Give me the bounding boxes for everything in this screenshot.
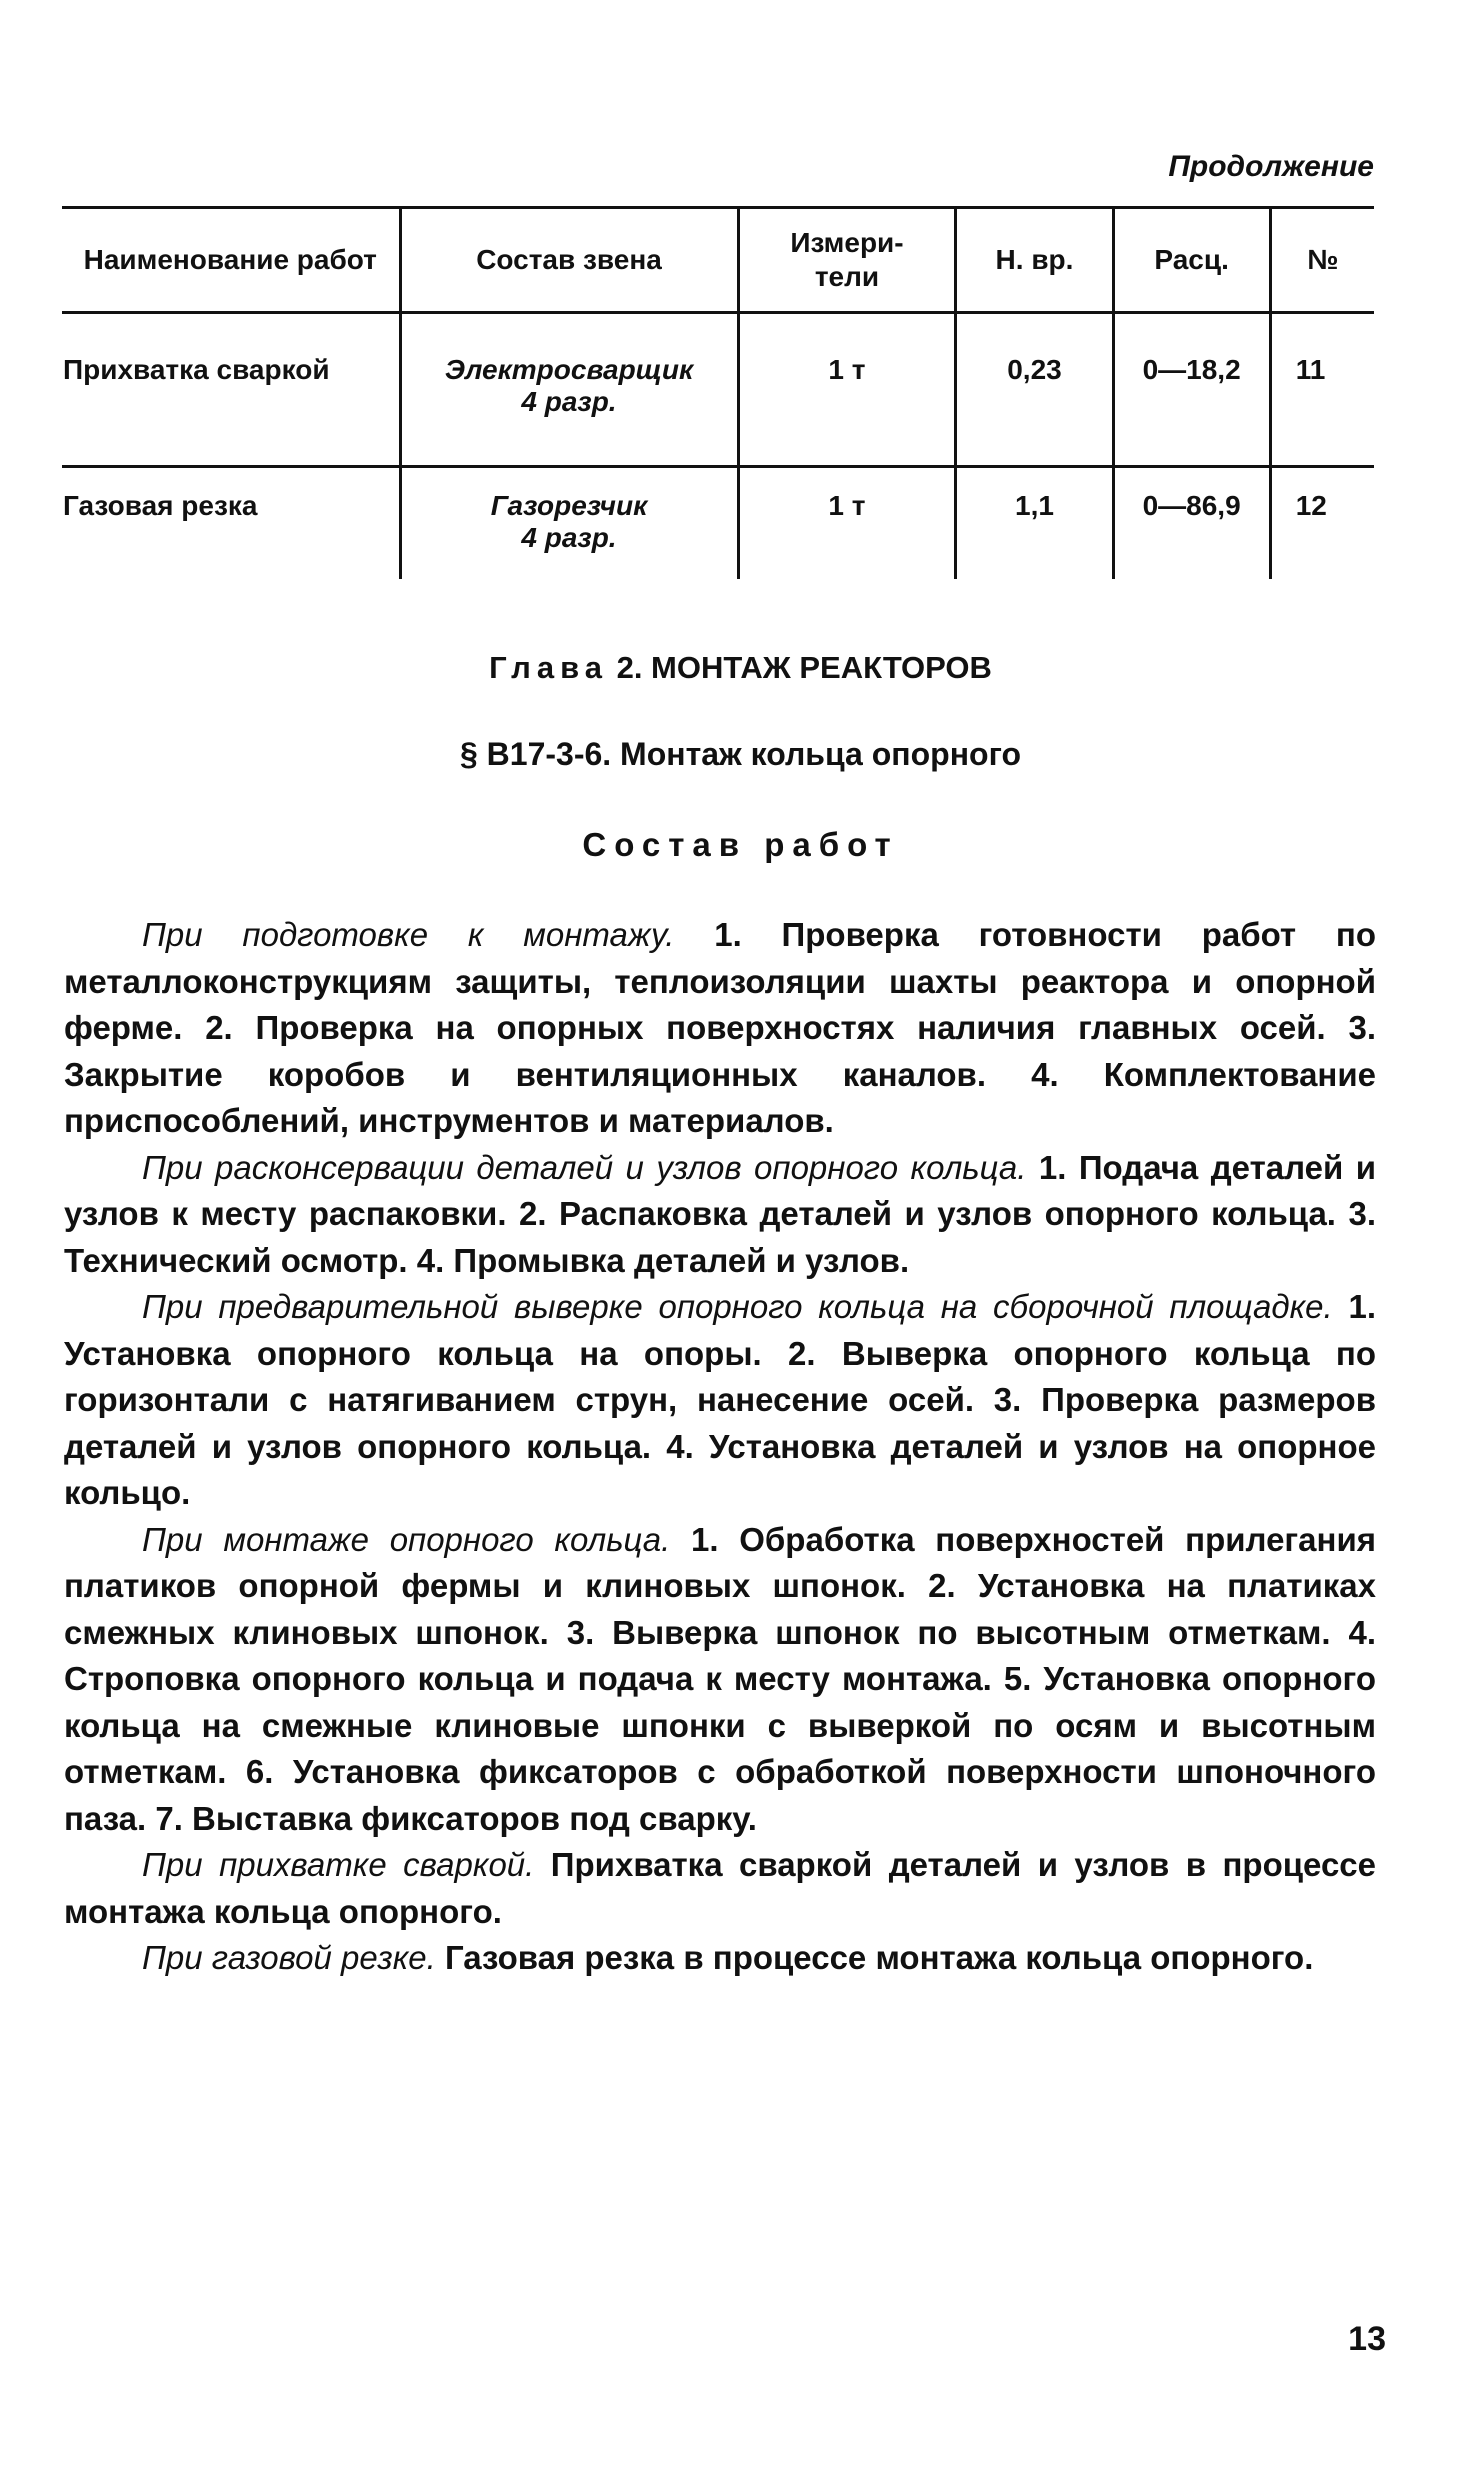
header-rate: Расц. <box>1113 208 1270 313</box>
row-crew-grade: 4 разр. <box>521 522 617 553</box>
paragraph-body: 1. Проверка готовности работ по металлоконструкциям защиты, теплоизоляции шахты реактора и опорной ферме. 2. Проверка на опорных поверхностях наличия главных осей. 3. Закрытие коробов и вентиляционных каналов. 4. Комплектование приспособлений, инструментов и материалов. <box>64 916 1376 1139</box>
row-number: 12 <box>1270 467 1374 580</box>
paragraph-lead: При прихватке сваркой. <box>142 1846 535 1883</box>
work-composition-text <box>64 912 1376 1982</box>
paragraph <box>64 1145 1376 1285</box>
work-norms-table <box>62 206 1374 579</box>
row-number: 11 <box>1270 313 1374 467</box>
chapter-heading <box>0 650 1481 686</box>
row-unit: 1 т <box>738 467 956 580</box>
work-composition-title: Состав работ <box>582 826 899 863</box>
row-crew <box>400 313 738 467</box>
row-rate: 0—86,9 <box>1113 467 1270 580</box>
table-row <box>62 313 1374 467</box>
header-number: № <box>1270 208 1374 313</box>
table-row <box>62 467 1374 580</box>
paragraph-body: 1. Установка опорного кольца на опоры. 2. Выверка опорного кольца по горизонтали с натягиванием струн, нанесение осей. 3. Проверка размеров деталей и узлов опорного кольца. 4. Установка деталей и узлов на опорное кольцо. <box>64 1288 1376 1511</box>
row-norm-time: 1,1 <box>956 467 1113 580</box>
table-header-row <box>62 208 1374 313</box>
paragraph-lead: При предварительной выверке опорного кольца на сборочной площадке. <box>142 1288 1333 1325</box>
paragraph-lead: При подготовке к монтажу. <box>142 916 675 953</box>
row-crew-profession: Газорезчик <box>490 490 648 521</box>
header-crew: Состав звена <box>400 208 738 313</box>
paragraph <box>64 1935 1376 1982</box>
paragraph-lead: При расконсервации деталей и узлов опорного кольца. <box>142 1148 1027 1186</box>
continued-label: Продолжение <box>1168 150 1374 183</box>
row-unit: 1 т <box>738 313 956 467</box>
paragraph <box>64 1284 1376 1517</box>
paragraph <box>64 1842 1376 1935</box>
row-crew-grade: 4 разр. <box>521 386 617 417</box>
page-number: 13 <box>1348 2320 1386 2358</box>
section-title: § В17-3-6. Монтаж кольца опорного <box>459 736 1022 772</box>
paragraph-body: 1. Подача деталей и узлов к месту распаковки. 2. Распаковка деталей и узлов опорного кольца. 3. Технический осмотр. 4. Промывка деталей и узлов. <box>64 1148 1376 1279</box>
row-work-name: Газовая резка <box>63 490 258 521</box>
paragraph-lead: При монтаже опорного кольца. <box>142 1520 671 1558</box>
row-work-name: Прихватка сваркой <box>62 313 400 467</box>
header-work-name: Наименование работ <box>62 208 400 313</box>
paragraph-body: Газовая резка в процессе монтажа кольца опорного. <box>435 1939 1314 1976</box>
header-unit: Измери- тели <box>738 208 956 313</box>
row-crew <box>400 467 738 580</box>
chapter-title: 2. МОНТАЖ РЕАКТОРОВ <box>616 650 992 685</box>
paragraph-body: Прихватка сваркой деталей и узлов в процессе монтажа кольца опорного. <box>64 1846 1376 1930</box>
chapter-prefix: Глава <box>489 650 608 685</box>
row-norm-time: 0,23 <box>956 313 1113 467</box>
paragraph <box>64 912 1376 1145</box>
paragraph <box>64 1517 1376 1843</box>
paragraph-lead: При газовой резке. <box>142 1939 436 1976</box>
paragraph-body: 1. Обработка поверхностей прилегания платиков опорной фермы и клиновых шпонок. 2. Установка на платиках смежных клиновых шпонок. 3. Выверка шпонок по высотным отметкам. 4. Строповка опорного кольца и подача к месту монтажа. 5. Установка опорного кольца на смежные клиновые шпонки с выверкой по осям и высотным отметкам. 6. Установка фиксаторов с обработкой поверхности шпоночного паза. 7. Выставка фиксаторов под сварку. <box>64 1520 1376 1837</box>
header-norm-time: Н. вр. <box>956 208 1113 313</box>
row-crew-profession: Электросварщик <box>444 354 694 385</box>
row-rate: 0—18,2 <box>1113 313 1270 467</box>
